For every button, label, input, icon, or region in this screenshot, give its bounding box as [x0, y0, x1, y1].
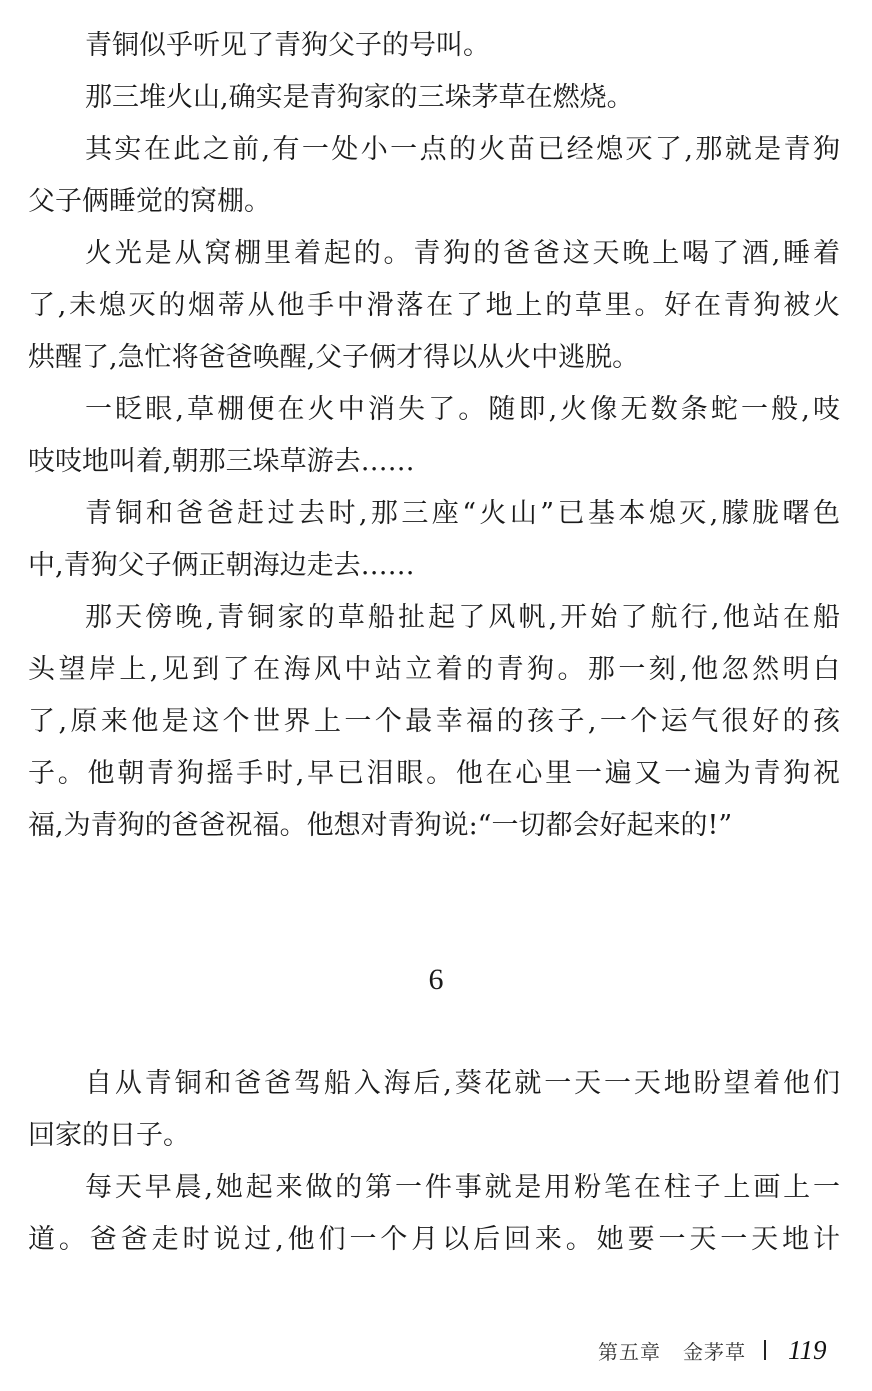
text-line: 青铜和爸爸赶过去时,那三座“火山”已基本熄灭,朦胧曙色 — [85, 498, 840, 529]
text-line: 那三堆火山,确实是青狗家的三垛茅草在燃烧。 — [85, 82, 634, 113]
text-line: 中,青狗父子俩正朝海边走去…… — [28, 550, 415, 581]
text-line: 子。他朝青狗摇手时,早已泪眼。他在心里一遍又一遍为青狗祝 — [28, 758, 840, 789]
page-number: 119 — [788, 1334, 827, 1365]
footer-chapter-title: 金茅草 — [683, 1339, 746, 1364]
text-line: 那天傍晚,青铜家的草船扯起了风帆,开始了航行,他站在船 — [85, 602, 840, 633]
text-line: 了,未熄灭的烟蒂从他手中滑落在了地上的草里。好在青狗被火 — [28, 290, 840, 321]
text-line: 烘醒了,急忙将爸爸唤醒,父子俩才得以从火中逃脱。 — [28, 342, 640, 373]
text-line: 福,为青狗的爸爸祝福。他想对青狗说:“一切都会好起来的!” — [28, 810, 733, 841]
text-line: 吱吱地叫着,朝那三垛草游去…… — [28, 446, 415, 477]
text-line: 火光是从窝棚里着起的。青狗的爸爸这天晚上喝了酒,睡着 — [85, 238, 840, 269]
section-number: 6 — [428, 963, 444, 996]
text-line: 每天早晨,她起来做的第一件事就是用粉笔在柱子上画上一 — [85, 1172, 840, 1203]
text-line: 头望岸上,见到了在海风中站立着的青狗。那一刻,他忽然明白 — [28, 654, 840, 685]
text-line: 自从青铜和爸爸驾船入海后,葵花就一天一天地盼望着他们 — [85, 1068, 840, 1099]
text-line: 道。爸爸走时说过,他们一个月以后回来。她要一天一天地计 — [28, 1224, 840, 1255]
text-line: 一眨眼,草棚便在火中消失了。随即,火像无数条蛇一般,吱 — [85, 394, 840, 425]
text-line: 了,原来他是这个世界上一个最幸福的孩子,一个运气很好的孩 — [28, 706, 840, 737]
footer-separator — [764, 1340, 766, 1360]
text-line: 父子俩睡觉的窝棚。 — [28, 186, 271, 217]
text-line: 青铜似乎听见了青狗父子的号叫。 — [85, 30, 490, 61]
text-line: 其实在此之前,有一处小一点的火苗已经熄灭了,那就是青狗 — [85, 134, 840, 165]
page-footer — [598, 1332, 827, 1368]
footer-chapter: 第五章 — [598, 1339, 661, 1364]
text-line: 回家的日子。 — [28, 1120, 190, 1151]
